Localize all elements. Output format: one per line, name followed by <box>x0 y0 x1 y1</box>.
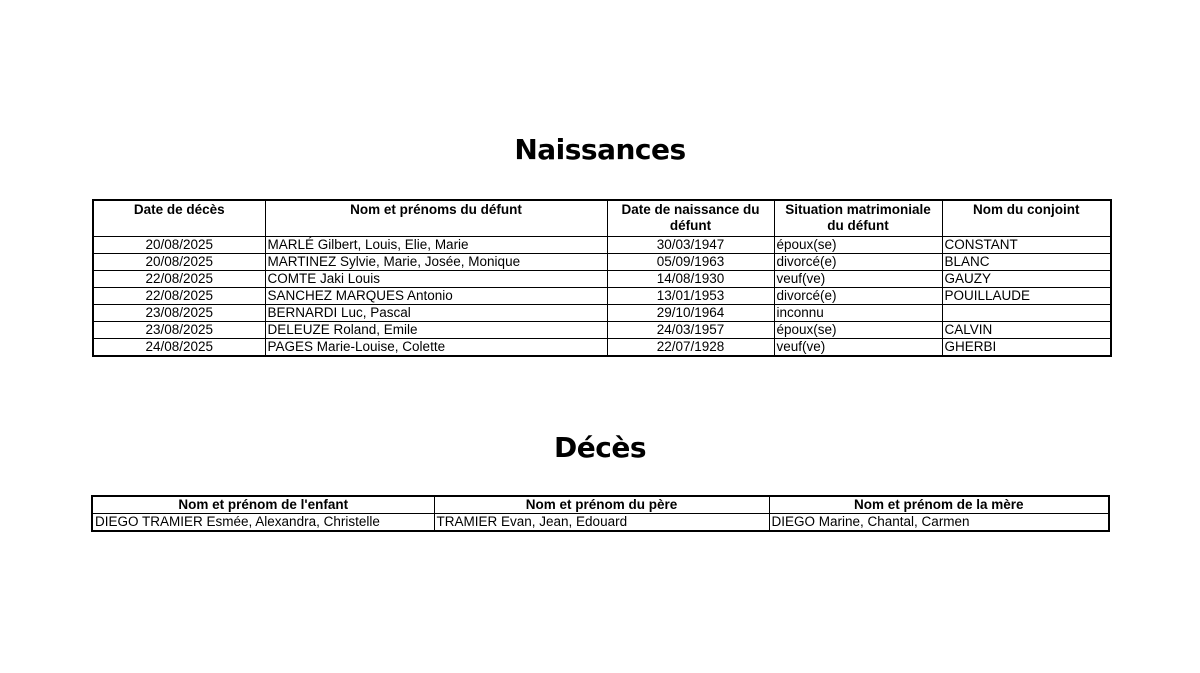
cell-conjoint: POUILLAUDE <box>942 288 1111 305</box>
cell-situation: veuf(ve) <box>774 339 942 357</box>
column-header-nom-defunt: Nom et prénoms du défunt <box>265 200 607 237</box>
cell-situation: inconnu <box>774 305 942 322</box>
cell-nom-defunt: BERNARDI Luc, Pascal <box>265 305 607 322</box>
cell-nom-defunt: COMTE Jaki Louis <box>265 271 607 288</box>
deces-table <box>91 495 1110 532</box>
column-header-date-naissance: Date de naissance du défunt <box>607 200 774 237</box>
table-row <box>93 288 1111 305</box>
table-row <box>93 305 1111 322</box>
cell-date-deces: 20/08/2025 <box>93 254 265 271</box>
cell-conjoint: CALVIN <box>942 322 1111 339</box>
table-row <box>93 254 1111 271</box>
cell-conjoint: CONSTANT <box>942 237 1111 254</box>
column-header-pere: Nom et prénom du père <box>434 496 769 514</box>
cell-nom-defunt: DELEUZE Roland, Emile <box>265 322 607 339</box>
naissances-table <box>92 199 1112 357</box>
cell-date-deces: 20/08/2025 <box>93 237 265 254</box>
column-header-enfant: Nom et prénom de l'enfant <box>92 496 434 514</box>
table-row <box>93 322 1111 339</box>
cell-nom-defunt: MARTINEZ Sylvie, Marie, Josée, Monique <box>265 254 607 271</box>
cell-date-naissance: 24/03/1957 <box>607 322 774 339</box>
cell-situation: époux(se) <box>774 237 942 254</box>
table-row <box>93 271 1111 288</box>
section-title-deces: Décès <box>554 431 646 464</box>
cell-situation: époux(se) <box>774 322 942 339</box>
column-header-situation: Situation matrimoniale du défunt <box>774 200 942 237</box>
table-row <box>93 237 1111 254</box>
cell-conjoint <box>942 305 1111 322</box>
cell-nom-defunt: MARLÉ Gilbert, Louis, Elie, Marie <box>265 237 607 254</box>
cell-conjoint: BLANC <box>942 254 1111 271</box>
table-row <box>93 339 1111 357</box>
cell-date-naissance: 30/03/1947 <box>607 237 774 254</box>
table-row <box>92 514 1109 532</box>
column-header-mere: Nom et prénom de la mère <box>769 496 1109 514</box>
cell-conjoint: GHERBI <box>942 339 1111 357</box>
cell-date-deces: 23/08/2025 <box>93 322 265 339</box>
cell-date-naissance: 22/07/1928 <box>607 339 774 357</box>
cell-date-deces: 24/08/2025 <box>93 339 265 357</box>
cell-date-deces: 22/08/2025 <box>93 288 265 305</box>
cell-mere: DIEGO Marine, Chantal, Carmen <box>769 514 1109 532</box>
cell-situation: veuf(ve) <box>774 271 942 288</box>
cell-date-deces: 22/08/2025 <box>93 271 265 288</box>
cell-conjoint: GAUZY <box>942 271 1111 288</box>
column-header-date-deces: Date de décès <box>93 200 265 237</box>
cell-enfant: DIEGO TRAMIER Esmée, Alexandra, Christelle <box>92 514 434 532</box>
cell-date-naissance: 05/09/1963 <box>607 254 774 271</box>
cell-situation: divorcé(e) <box>774 288 942 305</box>
table-header-row <box>92 496 1109 514</box>
cell-situation: divorcé(e) <box>774 254 942 271</box>
cell-pere: TRAMIER Evan, Jean, Edouard <box>434 514 769 532</box>
cell-date-naissance: 13/01/1953 <box>607 288 774 305</box>
cell-date-deces: 23/08/2025 <box>93 305 265 322</box>
cell-nom-defunt: PAGES Marie-Louise, Colette <box>265 339 607 357</box>
cell-date-naissance: 14/08/1930 <box>607 271 774 288</box>
table-header-row <box>93 200 1111 237</box>
column-header-conjoint: Nom du conjoint <box>942 200 1111 237</box>
cell-date-naissance: 29/10/1964 <box>607 305 774 322</box>
section-title-naissances: Naissances <box>514 133 686 166</box>
cell-nom-defunt: SANCHEZ MARQUES Antonio <box>265 288 607 305</box>
